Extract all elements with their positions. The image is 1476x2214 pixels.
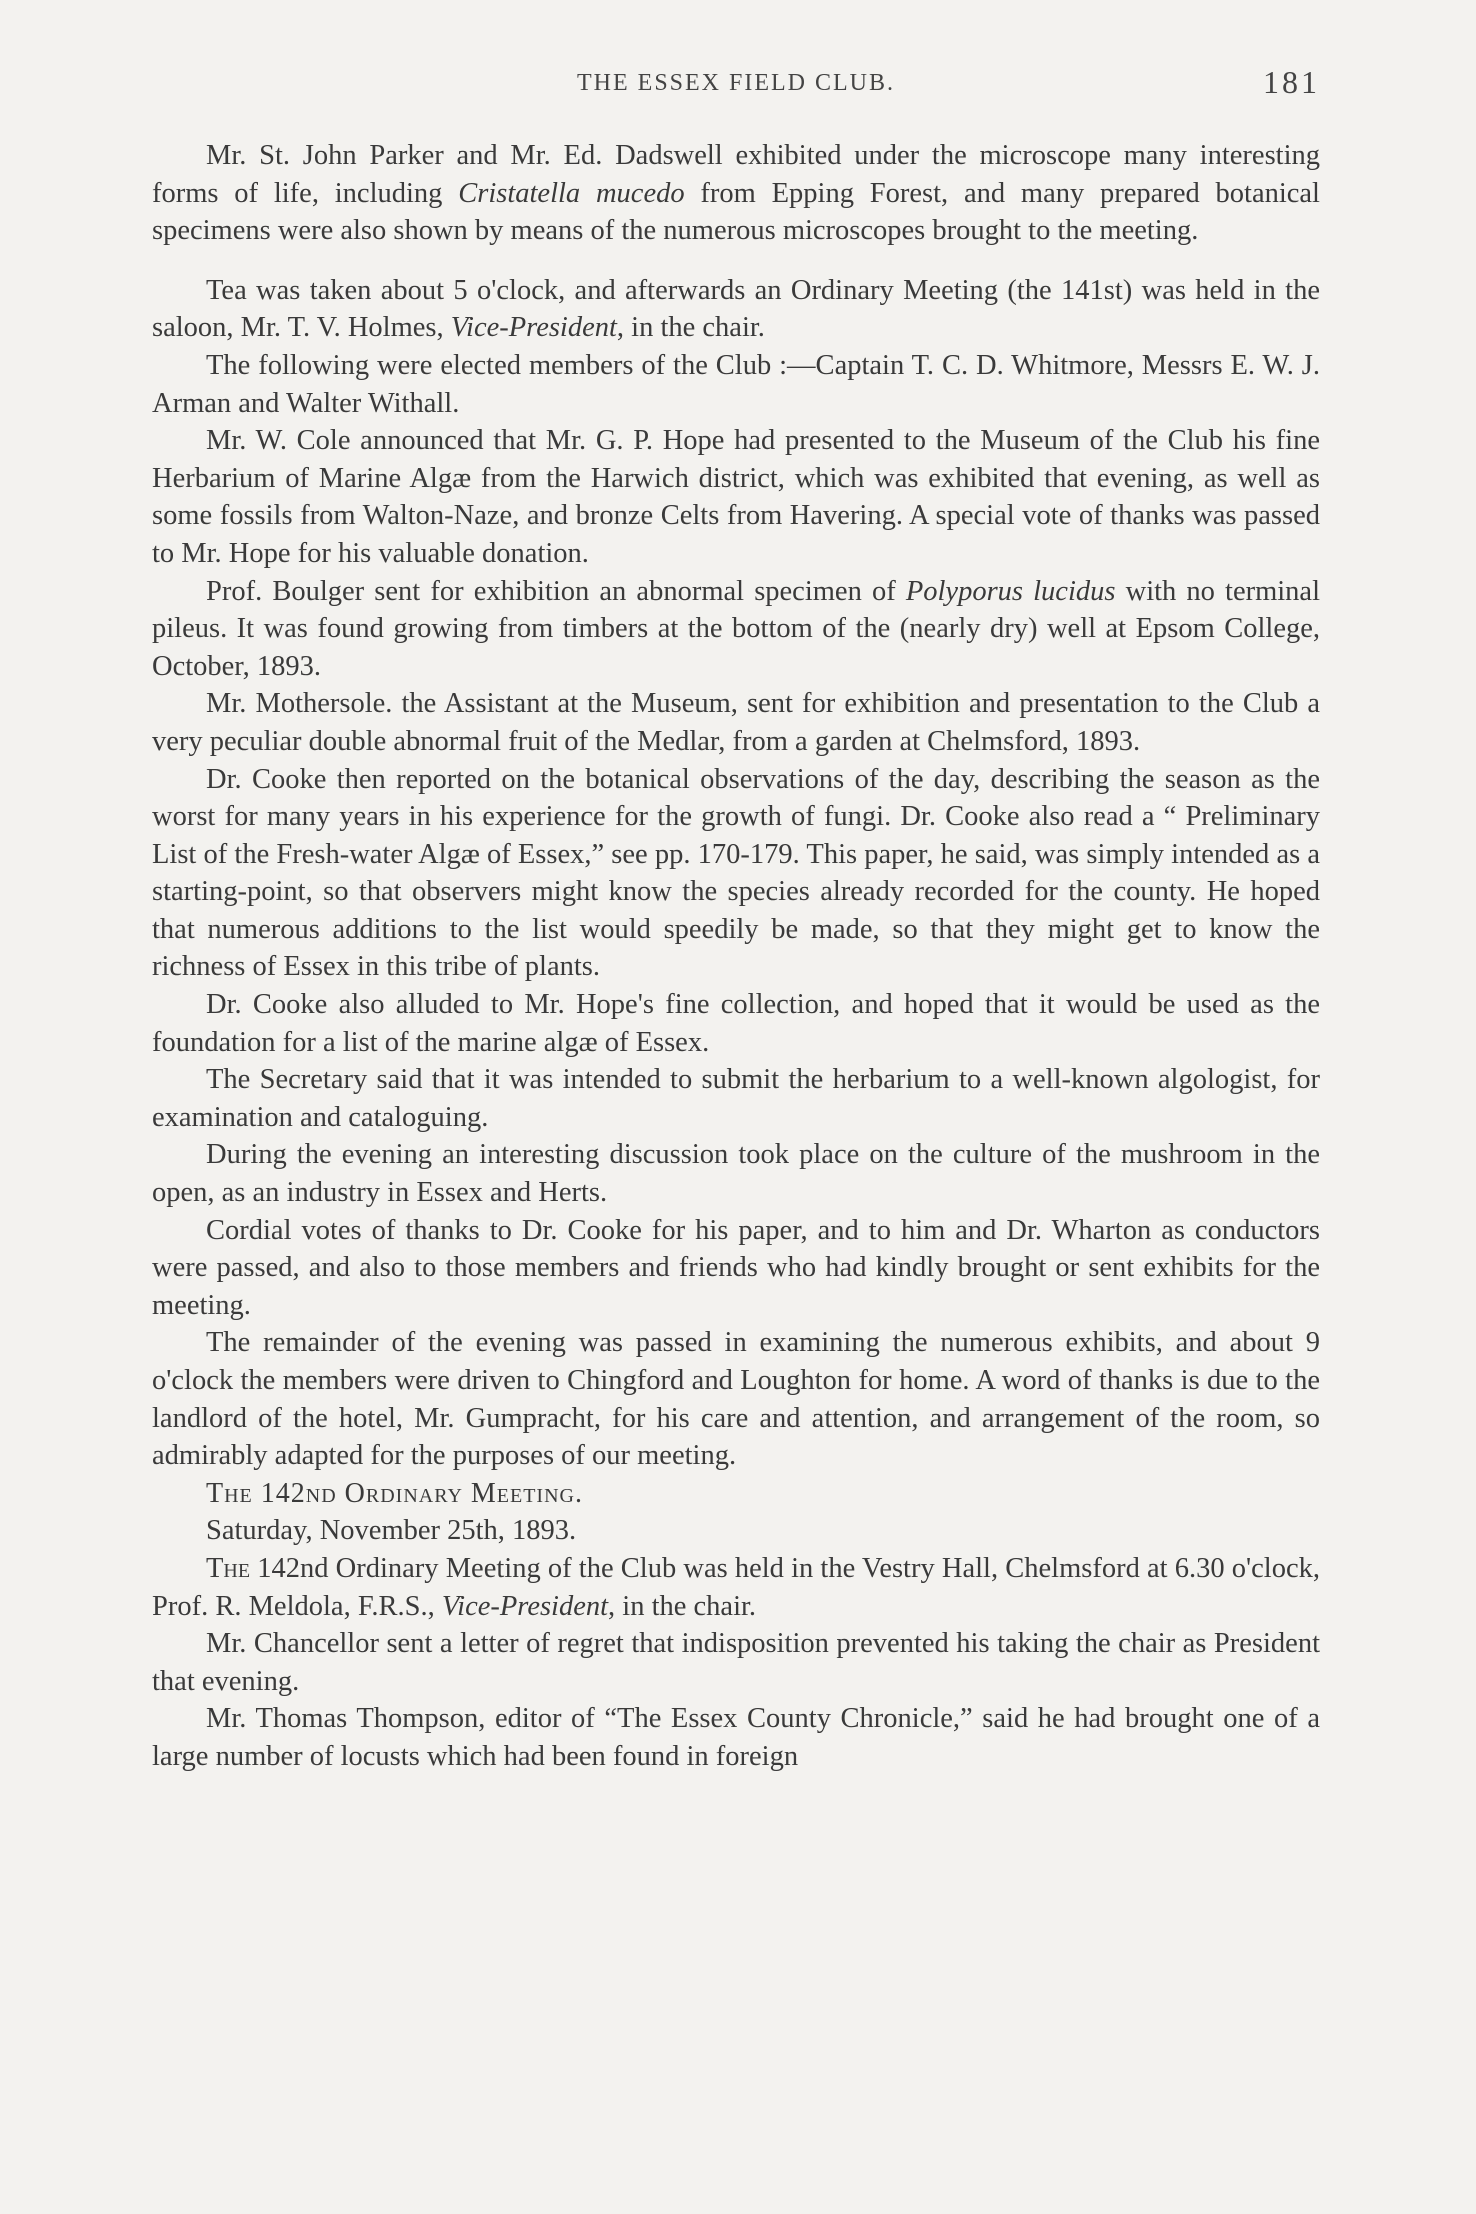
role-title: Vice-President [450,312,617,344]
body-text [152,137,1320,1776]
paragraph-text: with no terminal pileus. It was found growing from timbers at the bottom of the (nearly dry) well at Epsom College, October, 1893. [152,575,1321,682]
paragraph-herbarium-donation: Mr. W. Cole announced that Mr. G. P. Hope had presented to the Museum of the Club his fine Herbarium of Marine Algæ from the Harwich district, which was exhibited that evening, as well as some fossils from Walton-Naze, and bronze Celts from Havering. A special vote of thanks was passed to Mr. Hope for his valuable donation. [152,425,1320,569]
paragraph-text: , in the chair. [616,312,765,344]
paragraph-secretary: The Secretary said that it was intended to submit the herbarium to a well-known algologist, for examination and cataloguing. [152,1064,1320,1133]
paragraph-cooke-report: Dr. Cooke then reported on the botanical observations of the day, describing the season as the worst for many years in his experience for the growth of fungi. Dr. Cooke also read a “ Preliminary List of the Fresh-water Algæ of Essex,” see pp. 170-179. This paper, he said, was simply intended as a starting-point, so that observers might know the species already recorded for the county. He hoped that numerous additions to the list would speedily be made, so that they might get to know the richness of Essex in this tribe of plants. [152,763,1320,983]
species-name: Cristatella mucedo [458,177,685,209]
species-name: Polyporus lucidus [905,575,1116,607]
paragraph-thompson-locusts: Mr. Thomas Thompson, editor of “The Essex County Chronicle,” said he had brought one of a large number of locusts which had been found in foreign [152,1703,1320,1772]
paragraph-evening-close: The remainder of the evening was passed in examining the numerous exhibits, and about 9 o'clock the members were driven to Chingford and Loughton for home. A word of thanks is due to the landlord of the hotel, Mr. Gumpracht, for his care and attention, and arrangement of the room, so admirably adapted for the purposes of our meeting. [152,1327,1320,1472]
paragraph-text: Prof. Boulger sent for exhibition an abnormal specimen of [206,575,896,607]
paragraph-microscope-exhibit [152,137,1320,250]
page-number: 181 [1263,64,1320,100]
paragraph-votes-of-thanks: Cordial votes of thanks to Dr. Cooke for his paper, and to him and Dr. Wharton as conductors were passed, and also to those members and friends who had kindly brought or sent exhibits for the meeting. [152,1214,1320,1321]
role-title: Vice-President [441,1590,609,1622]
lead-word: The [206,1552,251,1584]
section-title: The 142nd Ordinary Meeting. [206,1477,583,1509]
paragraph-text: Tea was taken about 5 o'clock, and afterwards an Ordinary Meeting (the 141st) was held in the saloon, Mr. T. V. Holmes, [152,274,1320,344]
paragraph-chancellor: Mr. Chancellor sent a letter of regret that indisposition prevented his taking the chair as President that evening. [152,1628,1320,1697]
running-header [152,64,1320,110]
paragraph-text: Mr. St. John Parker and Mr. Ed. Dadswell exhibited under the microscope many interesting forms of life, including [152,140,1320,209]
paragraph-new-members: The following were elected members of the Club :—Captain T. C. D. Whitmore, Messrs E. W. J. Arman and Walter Withall. [152,349,1320,419]
running-title: THE ESSEX FIELD CLUB. [577,70,895,96]
paragraph-tea-meeting [152,272,1320,347]
paragraph-text: from Epping Forest, and many prepared botanical specimens were also shown by means of the numerous microscopes brought to the meeting. [152,177,1320,247]
paragraph-142nd-meeting [152,1550,1320,1625]
paragraph-mushroom-discussion: During the evening an interesting discussion took place on the culture of the mushroom in the open, as an industry in Essex and Herts. [152,1139,1320,1209]
section-date: Saturday, November 25th, 1893. [206,1515,577,1547]
paragraph-text: , in the chair. [608,1590,757,1622]
paragraph-medlar: Mr. Mothersole. the Assistant at the Museum, sent for exhibition and presentation to the Club a very peculiar double abnormal fruit of the Medlar, from a garden at Chelmsford, 1893. [152,688,1320,757]
paragraph-text: 142nd Ordinary Meeting of the Club was held in the Vestry Hall, Chelmsford at 6.30 o'clock, Prof. R. Meldola, F.R.S., [152,1552,1320,1622]
paragraph-hope-collection: Dr. Cooke also alluded to Mr. Hope's fine collection, and hoped that it would be used as the foundation for a list of the marine algæ of Essex. [152,989,1320,1058]
paragraph-polyporus [152,573,1320,686]
